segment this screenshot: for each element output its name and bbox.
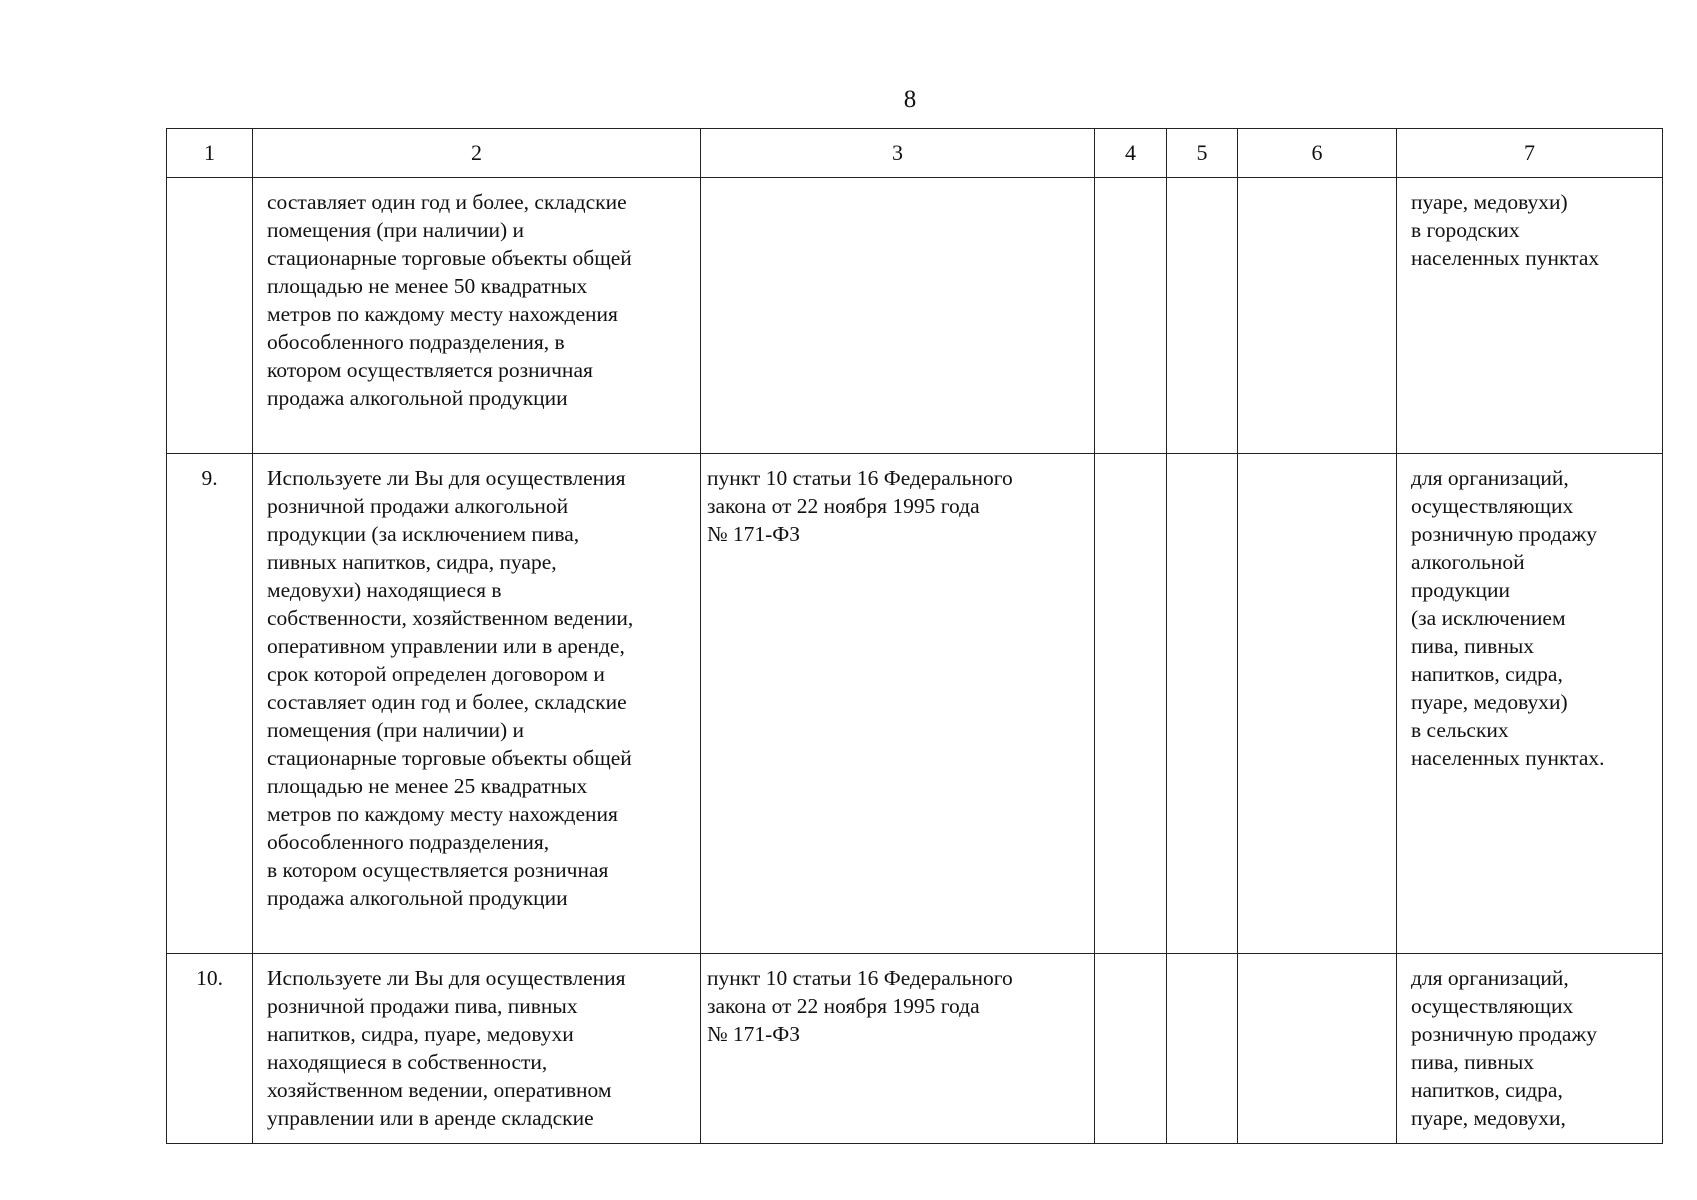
note-line: пуаре, медовухи, [1411, 1106, 1566, 1130]
page-number: 8 [903, 86, 917, 113]
question-line: площадью не менее 50 квадратных [267, 274, 588, 298]
note-line: осуществляющих [1411, 494, 1574, 518]
reference-cell [701, 454, 1095, 954]
note-line: розничную продажу [1411, 522, 1597, 546]
question-line: обособленного подразделения, [267, 830, 550, 854]
question-line: метров по каждому месту нахождения [267, 302, 618, 326]
question-line: Используете ли Вы для осуществления [267, 466, 626, 490]
question-cell [253, 954, 701, 1144]
col6-cell [1238, 178, 1397, 454]
question-line: напитков, сидра, пуаре, медовухи [267, 1022, 574, 1046]
note-cell [1397, 454, 1663, 954]
column-header: 7 [1397, 129, 1663, 178]
question-line: составляет один год и более, складские [267, 690, 627, 714]
question-line: розничной продажи пива, пивных [267, 994, 578, 1018]
reference-line: пункт 10 статьи 16 Федерального [707, 966, 1013, 990]
note-line: в сельских [1411, 718, 1509, 742]
question-cell [253, 178, 701, 454]
note-line: (за исключением [1411, 606, 1566, 630]
reference-line: закона от 22 ноября 1995 года [707, 994, 980, 1018]
question-line: метров по каждому месту нахождения [267, 802, 618, 826]
row-number-cell [167, 178, 253, 454]
column-header: 4 [1095, 129, 1167, 178]
note-line: осуществляющих [1411, 994, 1574, 1018]
note-line: населенных пунктах. [1411, 746, 1605, 770]
question-line: помещения (при наличии) и [267, 718, 525, 742]
note-line: для организаций, [1411, 466, 1569, 490]
column-header: 3 [701, 129, 1095, 178]
reference-cell [701, 178, 1095, 454]
question-line: стационарные торговые объекты общей [267, 746, 632, 770]
col5-cell [1167, 178, 1238, 454]
note-line: пива, пивных [1411, 1050, 1535, 1074]
question-line: обособленного подразделения, в [267, 330, 565, 354]
col5-cell [1167, 454, 1238, 954]
reference-line: № 171-ФЗ [707, 1022, 801, 1046]
col4-cell [1095, 454, 1167, 954]
question-line: медовухи) находящиеся в [267, 578, 502, 602]
row-number-cell: 10. [167, 954, 253, 1144]
note-line: напитков, сидра, [1411, 662, 1563, 686]
note-line: пуаре, медовухи) [1411, 690, 1568, 714]
question-line: управлении или в аренде складские [267, 1106, 594, 1130]
question-line: в котором осуществляется розничная [267, 858, 609, 882]
note-line: пуаре, медовухи) [1411, 190, 1568, 214]
question-line: продажа алкогольной продукции [267, 886, 568, 910]
col4-cell [1095, 178, 1167, 454]
question-line: площадью не менее 25 квадратных [267, 774, 588, 798]
col5-cell [1167, 954, 1238, 1144]
note-line: для организаций, [1411, 966, 1569, 990]
question-cell [253, 454, 701, 954]
question-line: продукции (за исключением пива, [267, 522, 580, 546]
question-line: оперативном управлении или в аренде, [267, 634, 625, 658]
note-line: продукции [1411, 578, 1511, 602]
question-line: Используете ли Вы для осуществления [267, 966, 626, 990]
question-line: находящиеся в собственности, [267, 1050, 548, 1074]
question-line: хозяйственном ведении, оперативном [267, 1078, 612, 1102]
reference-line: № 171-ФЗ [707, 522, 801, 546]
column-header: 5 [1167, 129, 1238, 178]
table-row [167, 454, 1663, 954]
reference-cell [701, 954, 1095, 1144]
note-line: пива, пивных [1411, 634, 1535, 658]
column-header: 6 [1238, 129, 1397, 178]
col6-cell [1238, 454, 1397, 954]
col4-cell [1095, 954, 1167, 1144]
question-line: собственности, хозяйственном ведении, [267, 606, 634, 630]
note-line: населенных пунктах [1411, 246, 1600, 270]
question-line: стационарные торговые объекты общей [267, 246, 632, 270]
note-line: в городских [1411, 218, 1520, 242]
note-line: алкогольной [1411, 550, 1525, 574]
note-cell [1397, 954, 1663, 1144]
reference-line: закона от 22 ноября 1995 года [707, 494, 980, 518]
column-header: 1 [167, 129, 253, 178]
table-row [167, 954, 1663, 1144]
col6-cell [1238, 954, 1397, 1144]
row-number-cell: 9. [167, 454, 253, 954]
note-line: розничную продажу [1411, 1022, 1597, 1046]
table-header-row [167, 129, 1663, 178]
note-cell [1397, 178, 1663, 454]
question-line: розничной продажи алкогольной [267, 494, 569, 518]
note-line: напитков, сидра, [1411, 1078, 1563, 1102]
requirements-table [166, 128, 1663, 1144]
question-line: помещения (при наличии) и [267, 218, 525, 242]
question-line: котором осуществляется розничная [267, 358, 593, 382]
column-header: 2 [253, 129, 701, 178]
question-line: продажа алкогольной продукции [267, 386, 568, 410]
question-line: срок которой определен договором и [267, 662, 605, 686]
question-line: составляет один год и более, складские [267, 190, 627, 214]
question-line: пивных напитков, сидра, пуаре, [267, 550, 557, 574]
table-row [167, 178, 1663, 454]
reference-line: пункт 10 статьи 16 Федерального [707, 466, 1013, 490]
